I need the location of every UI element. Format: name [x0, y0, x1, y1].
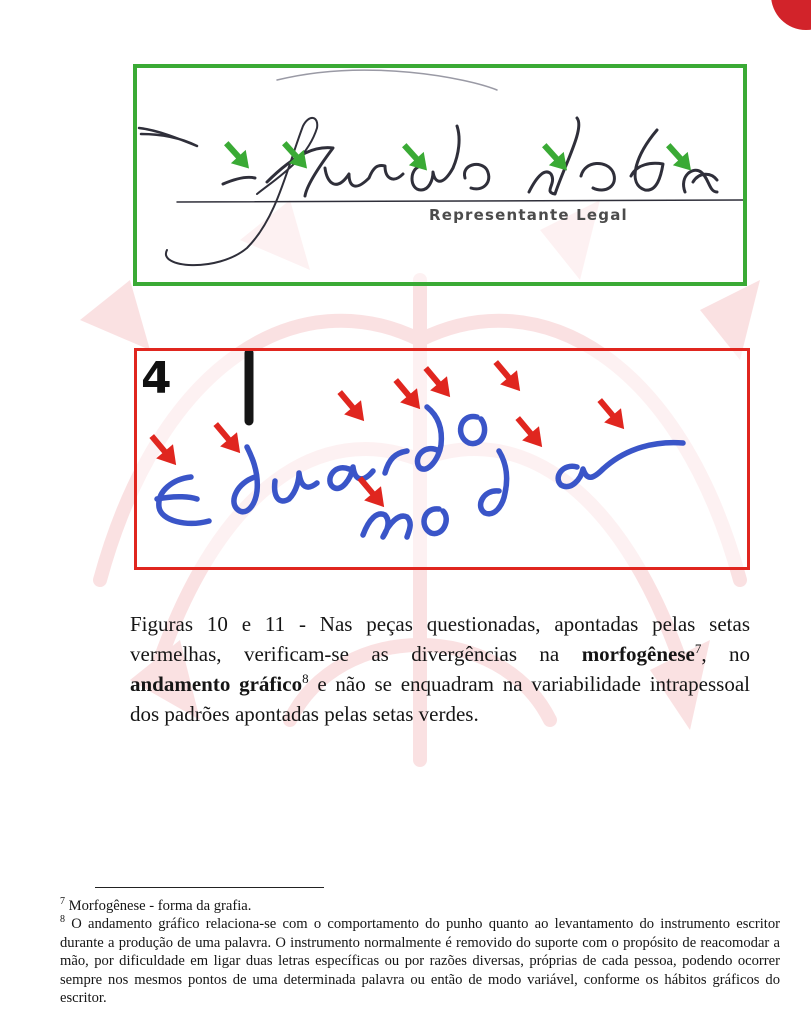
- footnote-text: Morfogênese - forma da grafia.: [65, 898, 252, 914]
- questioned-writing-drawing: [137, 351, 747, 567]
- signature-label: Representante Legal: [429, 206, 628, 224]
- caption-term-andamento-grafico: andamento gráfico: [130, 672, 303, 696]
- caption-text-1: Figuras 10 e 11 - Nas peças questionadas, apontadas pelas setas vermelhas, verificam-se as divergências na: [130, 612, 750, 666]
- figure-reference-signature: [133, 64, 747, 286]
- footnote-number: 8: [60, 914, 65, 926]
- caption-term-morfogenese: morfogênese: [581, 642, 695, 666]
- footnote-8: [60, 915, 780, 1007]
- footnote-text: O andamento gráfico relaciona-se com o comportamento do punho quanto ao levantamento do instrumento escritor durante a produção de uma palavra. O instrumento normalmente é removido do suporte com o propósito de reacomodar a mão, por dificuldade em ligar duas letras específicas ou por razões diversas, próprias de cada pessoa, podendo ocorrer sempre nos mesmos pontos de uma determinada palavra ou então de modo variável, conforme os hábitos gráficos do escritor.: [60, 916, 780, 1007]
- reference-signature-drawing: [137, 68, 743, 282]
- figure-questioned-writing: [134, 348, 750, 570]
- document-number: 4: [141, 353, 170, 404]
- corner-logo-mark: [771, 0, 811, 30]
- footnote-number: 7: [60, 896, 65, 908]
- figure-caption: [130, 609, 750, 729]
- footnote-ref-8[interactable]: 8: [302, 671, 309, 686]
- caption-text-2: , no: [701, 642, 750, 666]
- footnote-7: [60, 897, 780, 915]
- footnote-divider: [95, 887, 324, 888]
- footnotes: [60, 897, 780, 1007]
- caption-text-3: e não se enquadram na variabilidade intrapessoal dos padrões apontadas pelas setas verdes.: [130, 672, 750, 726]
- footnote-ref-7[interactable]: 7: [694, 641, 702, 656]
